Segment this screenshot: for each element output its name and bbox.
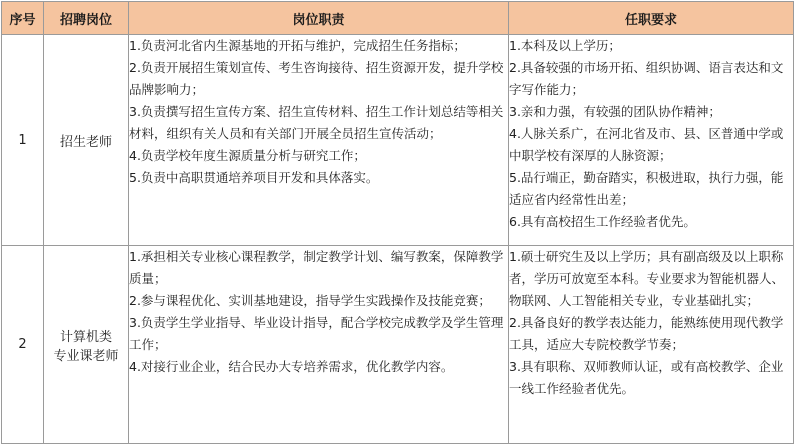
duty-item: 2.负责开展招生策划宣传、考生咨询接待、招生资源开发，提升学校品牌影响力； <box>129 60 504 97</box>
duty-item: 3.负责撰写招生宣传方案、招生宣传材料、招生工作计划总结等相关材料，组织有关人员和有关部门开展全员招生宣传活动； <box>129 104 504 141</box>
recruitment-table <box>1 1 794 444</box>
requirement-item: 1.本科及以上学历； <box>509 38 621 53</box>
row-requirements <box>509 35 794 246</box>
position-line: 计算机类 <box>59 329 112 345</box>
requirement-item: 2.具备较强的市场开拓、组织协调、语言表达和文字写作能力； <box>509 60 784 97</box>
requirement-item: 3.亲和力强，有较强的团队协作精神； <box>509 104 721 119</box>
requirement-item: 4.人脉关系广，在河北省及市、县、区普通中学或中职学校有深厚的人脉资源； <box>509 126 784 163</box>
table-header-row <box>2 2 794 35</box>
duty-item: 4.负责学校年度生源质量分析与研究工作； <box>129 148 366 163</box>
row-requirements <box>509 246 794 444</box>
header-requirements: 任职要求 <box>509 2 794 35</box>
position-line: 专业课老师 <box>53 348 119 364</box>
table-row <box>2 246 794 444</box>
header-position: 招聘岗位 <box>44 2 129 35</box>
row-duties <box>129 35 509 246</box>
requirement-item: 6.具有高校招生工作经验者优先。 <box>509 214 696 229</box>
header-duties: 岗位职责 <box>129 2 509 35</box>
requirement-item: 1.硕士研究生及以上学历；具有副高级及以上职称者，学历可放宽至本科。专业要求为智能机器人、物联网、人工智能相关专业，专业基础扎实； <box>509 249 785 308</box>
row-position <box>44 246 129 444</box>
duty-item: 3.负责学生学业指导、毕业设计指导，配合学校完成教学及学生管理工作； <box>129 315 504 352</box>
duty-item: 4.对接行业企业，结合民办大专培养需求，优化教学内容。 <box>129 359 454 374</box>
requirement-item: 5.品行端正，勤奋踏实，积极进取，执行力强，能适应省内经常性出差； <box>509 170 784 207</box>
duty-item: 1.承担相关专业核心课程教学，制定教学计划、编写教案，保障教学质量； <box>129 249 504 286</box>
table-row <box>2 35 794 246</box>
duty-item: 1.负责河北省内生源基地的开拓与维护，完成招生任务指标； <box>129 38 466 53</box>
requirement-item: 3.具有职称、双师教师认证，或有高校教学、企业一线工作经验者优先。 <box>509 359 784 396</box>
row-duties <box>129 246 509 444</box>
duty-item: 5.负责中高职贯通培养项目开发和具体落实。 <box>129 170 379 185</box>
header-seq: 序号 <box>2 2 44 35</box>
row-seq: 2 <box>2 246 44 444</box>
requirement-item: 2.具备良好的教学表达能力，能熟练使用现代教学工具，适应大专院校教学节奏； <box>509 315 784 352</box>
duty-item: 2.参与课程优化、实训基地建设，指导学生实践操作及技能竞赛； <box>129 293 491 308</box>
row-position: 招生老师 <box>44 35 129 246</box>
row-seq: 1 <box>2 35 44 246</box>
